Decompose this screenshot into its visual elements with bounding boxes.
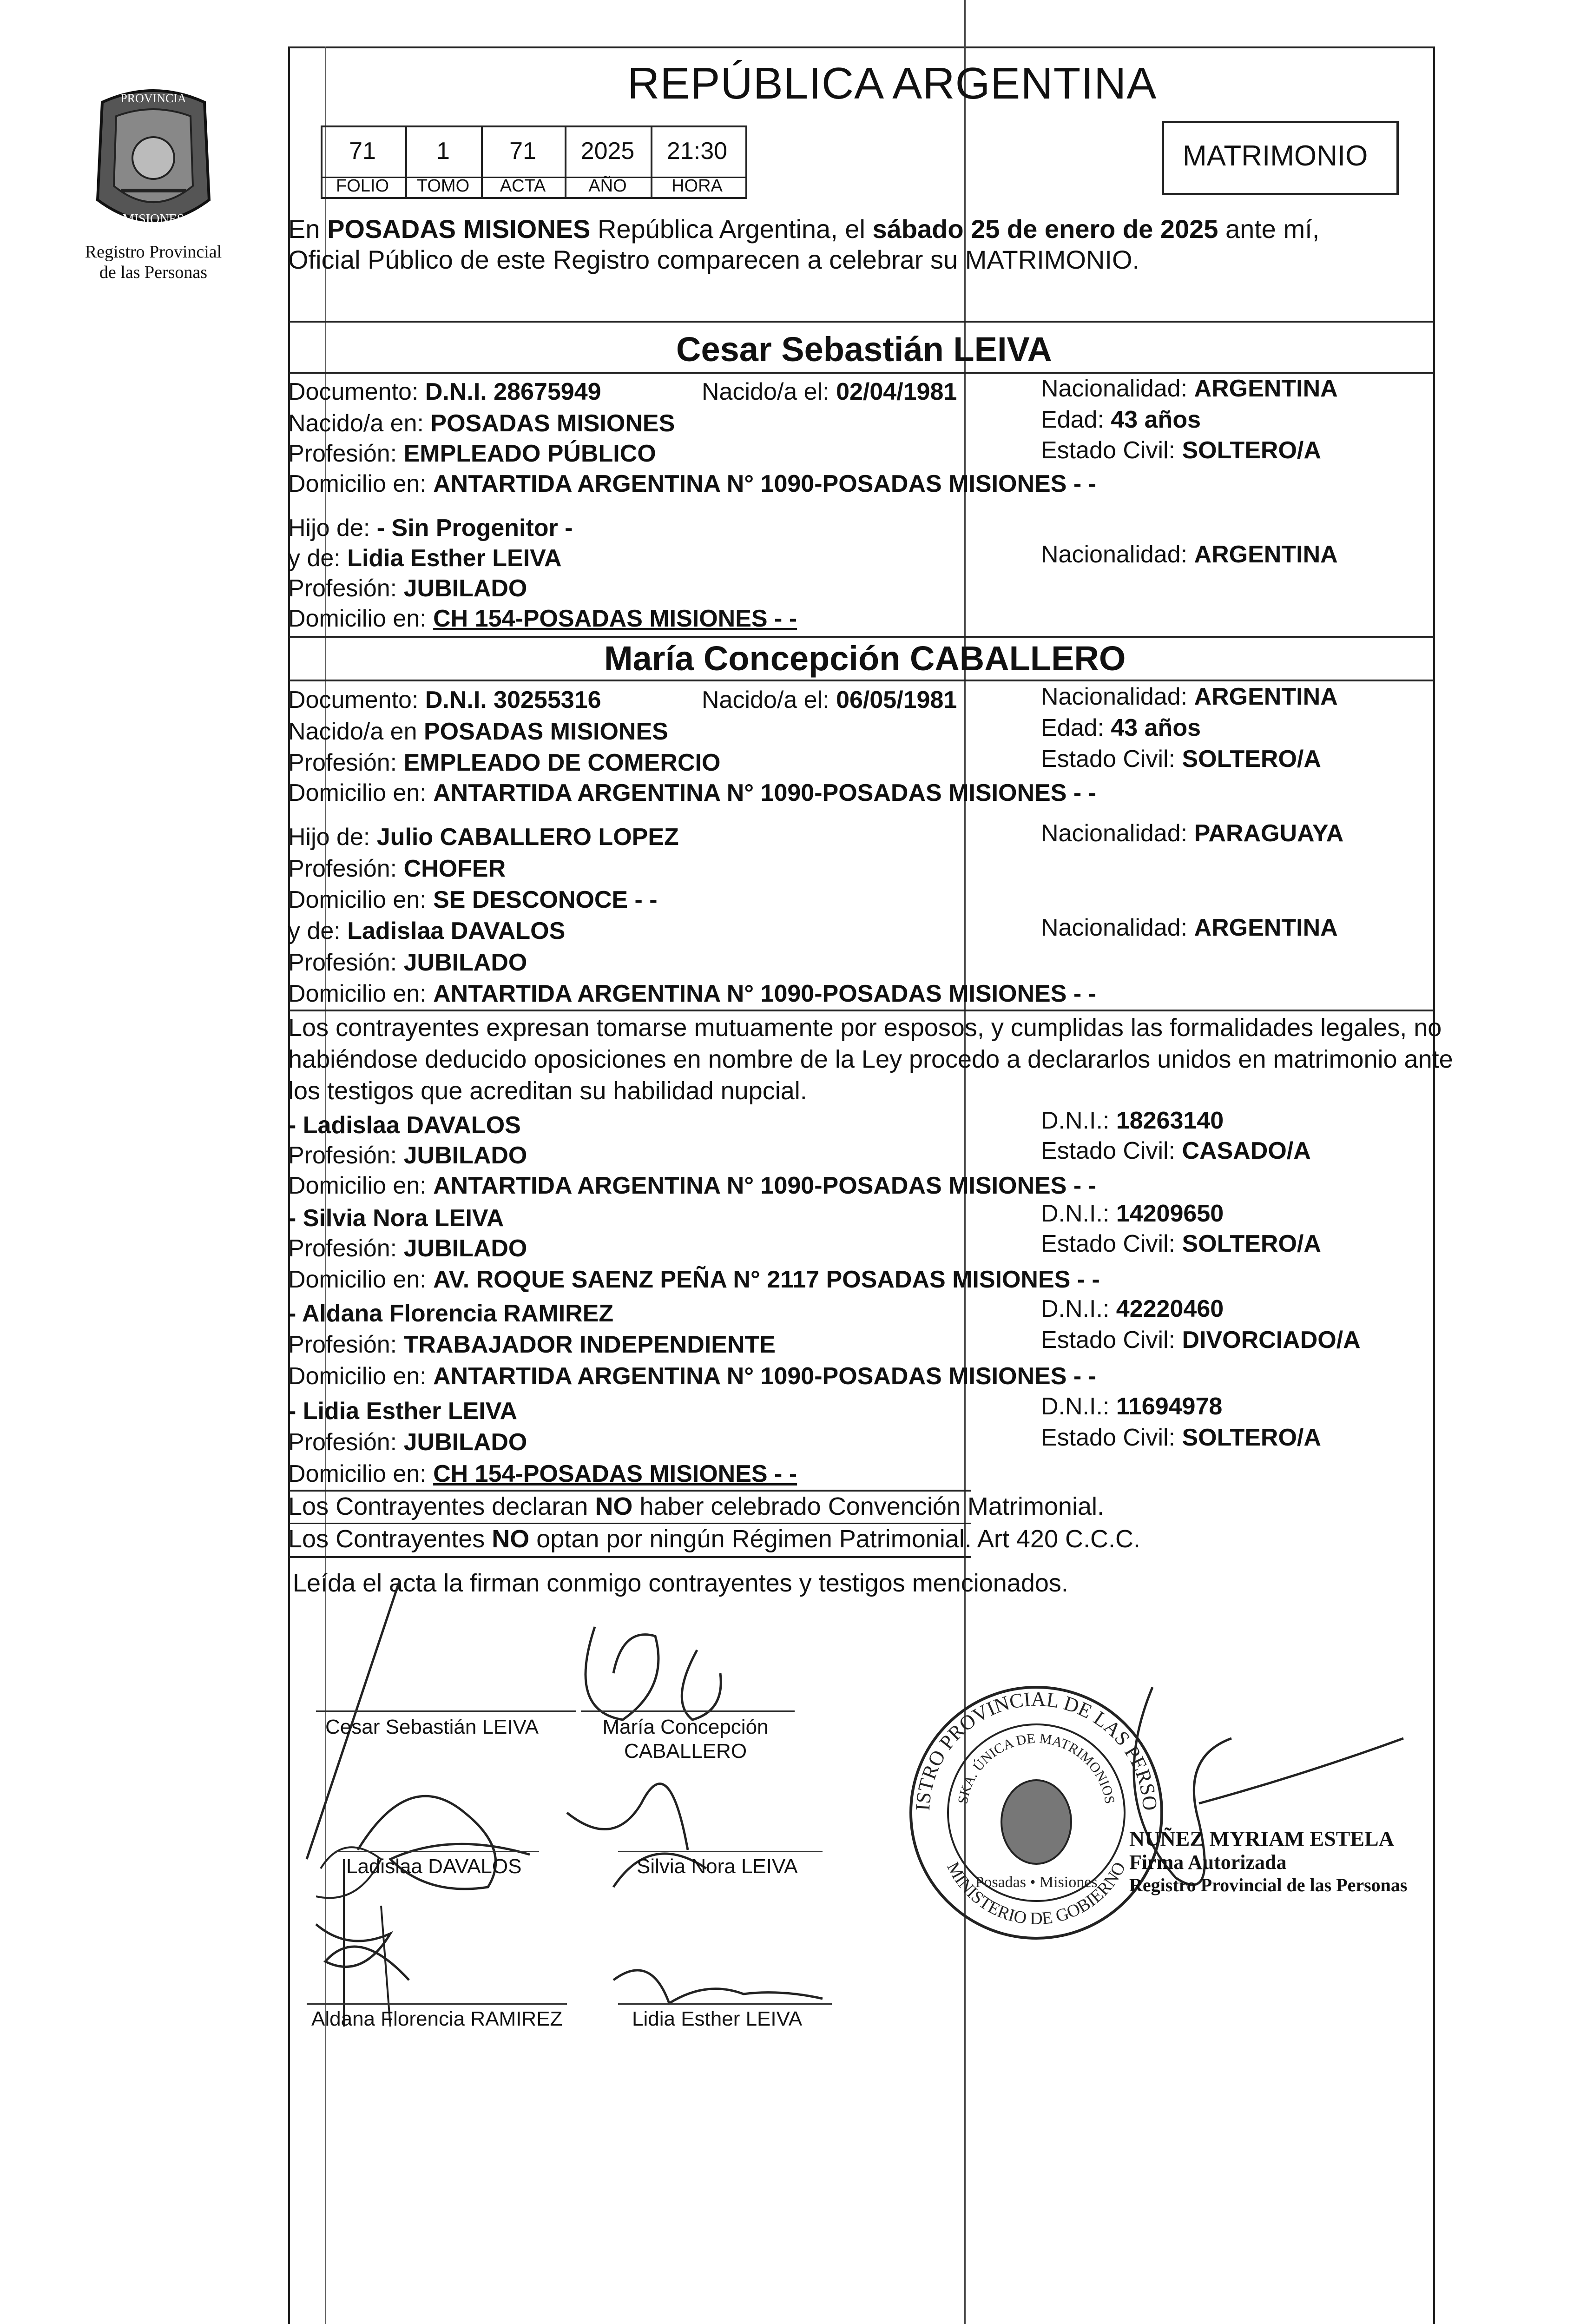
svg-text:MISIONES: MISIONES [122,212,184,226]
spouse1-doc: Documento: D.N.I. 28675949 [288,378,601,405]
intro-line-2: Oficial Público de este Registro comparecen a celebrar su MATRIMONIO. [288,245,1140,274]
emblem-caption-1: Registro Provincial [85,242,222,262]
official-stamp [1129,1827,1407,1896]
signature-4-label: Silvia Nora LEIVA [637,1855,798,1878]
spouse1-birthplace: Nacido/a en: POSADAS MISIONES [288,410,675,437]
record-type: MATRIMONIO [1183,140,1368,172]
spouse2-nationality: Nacionalidad: ARGENTINA [1041,683,1338,710]
signature-1-label: Cesar Sebastián LEIVA [325,1716,539,1738]
spouse1-mother-address: Domicilio en: CH 154-POSADAS MISIONES - - [288,605,797,632]
spouse2-father-profession: Profesión: CHOFER [288,855,506,882]
spouse2-mother-profession: Profesión: JUBILADO [288,949,527,976]
witness-2-civil: Estado Civil: SOLTERO/A [1041,1230,1321,1257]
witness-1-civil: Estado Civil: CASADO/A [1041,1137,1311,1164]
spouse1-address: Domicilio en: ANTARTIDA ARGENTINA N° 1090-POSADAS MISIONES - - [288,470,1096,497]
closing-text: Leída el acta la firman conmigo contrayentes y testigos mencionados. [293,1569,1068,1597]
svg-text:Posadas • Misiones: Posadas • Misiones [975,1874,1098,1891]
page-title: REPÚBLICA ARGENTINA [627,59,1157,108]
spouse2-father: Hijo de: Julio CABALLERO LOPEZ [288,824,679,851]
spouse1-civil: Estado Civil: SOLTERO/A [1041,437,1321,464]
witness-3-dni: D.N.I.: 42220460 [1041,1295,1224,1322]
regime-line-1: Los Contrayentes declaran NO haber celebrado Convención Matrimonial. [288,1492,1104,1520]
spouse2-name: María Concepción CABALLERO [604,639,1126,678]
witness-2-address: Domicilio en: AV. ROQUE SAENZ PEÑA N° 2117 POSADAS MISIONES - - [288,1266,1100,1293]
witness-4-civil: Estado Civil: SOLTERO/A [1041,1424,1321,1451]
witness-4-profession: Profesión: JUBILADO [288,1429,527,1456]
witness-3-civil: Estado Civil: DIVORCIADO/A [1041,1327,1361,1353]
svg-text:MINISTERIO DE GOBIERNO: MINISTERIO DE GOBIERNO [943,1859,1130,1929]
spouse2-profession: Profesión: EMPLEADO DE COMERCIO [288,749,721,776]
svg-text:PROVINCIA: PROVINCIA [120,92,186,105]
spouse2-mother-nationality: Nacionalidad: ARGENTINA [1041,914,1338,941]
svg-text:SKA. ÚNICA DE MATRIMONIOS: SKA. ÚNICA DE MATRIMONIOS [955,1730,1118,1805]
svg-text:REGISTRO PROVINCIAL DE LAS PER: ISTRO PROVINCIAL DE LAS PERSO [911,1687,1162,1812]
witness-4-address: Domicilio en: CH 154-POSADAS MISIONES - - [288,1460,797,1487]
spouse2-birthplace: Nacido/a en POSADAS MISIONES [288,718,668,745]
witness-1-address: Domicilio en: ANTARTIDA ARGENTINA N° 1090-POSADAS MISIONES - - [288,1172,1096,1199]
witness-2-name: - Silvia Nora LEIVA [288,1205,504,1232]
witness-3-name: - Aldana Florencia RAMIREZ [288,1300,614,1327]
folio-value: 71 [349,138,376,165]
signature-6-label: Lidia Esther LEIVA [632,2007,803,2030]
spouse1-born: Nacido/a el: 02/04/1981 [702,378,957,405]
emblem-icon [84,84,223,251]
acta-label: ACTA [500,176,546,196]
declaration-line-2: habiéndose deducido oposiciones en nombre de la Ley procedo a declararlos unidos en matrimonio ante [288,1045,1453,1073]
official-office: Registro Provincial de las Personas [1129,1875,1408,1895]
acta-value: 71 [509,138,536,165]
year-label: AÑO [588,176,627,196]
year-value: 2025 [580,138,635,165]
declaration-line-1: Los contrayentes expresan tomarse mutuamente por esposos, y cumplidas las formalidades legales, no [288,1014,1442,1042]
hour-value: 21:30 [666,138,728,165]
tomo-label: TOMO [416,176,470,196]
intro-line-1: En POSADAS MISIONES República Argentina, el sábado 25 de enero de 2025 ante mí, [288,214,1320,244]
spouse2-civil: Estado Civil: SOLTERO/A [1041,746,1321,772]
spouse2-address: Domicilio en: ANTARTIDA ARGENTINA N° 1090-POSADAS MISIONES - - [288,779,1096,806]
spouse2-mother: y de: Ladislaa DAVALOS [288,918,566,944]
official-role: Firma Autorizada [1129,1851,1287,1874]
province-emblem [84,84,223,288]
witness-3-address: Domicilio en: ANTARTIDA ARGENTINA N° 1090-POSADAS MISIONES - - [288,1363,1096,1390]
spouse2-born: Nacido/a el: 06/05/1981 [702,687,957,713]
emblem-caption-2: de las Personas [99,263,208,282]
spouse2-father-nationality: Nacionalidad: PARAGUAYA [1041,820,1344,847]
spouse2-age: Edad: 43 años [1041,714,1201,741]
hour-label: HORA [672,176,723,196]
witness-3-profession: Profesión: TRABAJADOR INDEPENDIENTE [288,1331,776,1358]
spouse2-mother-address: Domicilio en: ANTARTIDA ARGENTINA N° 1090-POSADAS MISIONES - - [288,980,1096,1007]
signature-2-label: María Concepción CABALLERO [602,1716,769,1763]
spouse1-mother-profession: Profesión: JUBILADO [288,575,527,602]
official-name: NUÑEZ MYRIAM ESTELA [1129,1827,1394,1850]
spouse1-mother-nationality: Nacionalidad: ARGENTINA [1041,541,1338,568]
spouse1-age: Edad: 43 años [1041,406,1201,433]
signature-5-label: Aldana Florencia RAMIREZ [311,2007,563,2030]
witness-2-dni: D.N.I.: 14209650 [1041,1200,1224,1227]
spouse1-mother: y de: Lidia Esther LEIVA [288,545,562,572]
witness-4-name: - Lidia Esther LEIVA [288,1398,518,1425]
regime-line-2: Los Contrayentes NO optan por ningún Régimen Patrimonial. Art 420 C.C.C. [288,1525,1140,1553]
spouse1-name: Cesar Sebastián LEIVA [676,330,1052,369]
witness-1-dni: D.N.I.: 18263140 [1041,1107,1224,1134]
tomo-value: 1 [436,138,450,165]
signature-3-label: Ladislaa DAVALOS [346,1855,522,1878]
witness-4-dni: D.N.I.: 11694978 [1041,1393,1223,1420]
spouse2-doc: Documento: D.N.I. 30255316 [288,687,601,713]
declaration-line-3: los testigos que acreditan su habilidad nupcial. [288,1077,807,1105]
signature-strokes [288,1571,985,2082]
spouse2-father-address: Domicilio en: SE DESCONOCE - - [288,886,658,913]
witness-2-profession: Profesión: JUBILADO [288,1235,527,1262]
folio-label: FOLIO [336,176,389,196]
spouse1-nationality: Nacionalidad: ARGENTINA [1041,375,1338,402]
spouse1-father: Hijo de: - Sin Progenitor - [288,515,573,541]
spouse1-profession: Profesión: EMPLEADO PÚBLICO [288,440,656,467]
witness-1-name: - Ladislaa DAVALOS [288,1112,521,1139]
witness-1-profession: Profesión: JUBILADO [288,1142,527,1169]
